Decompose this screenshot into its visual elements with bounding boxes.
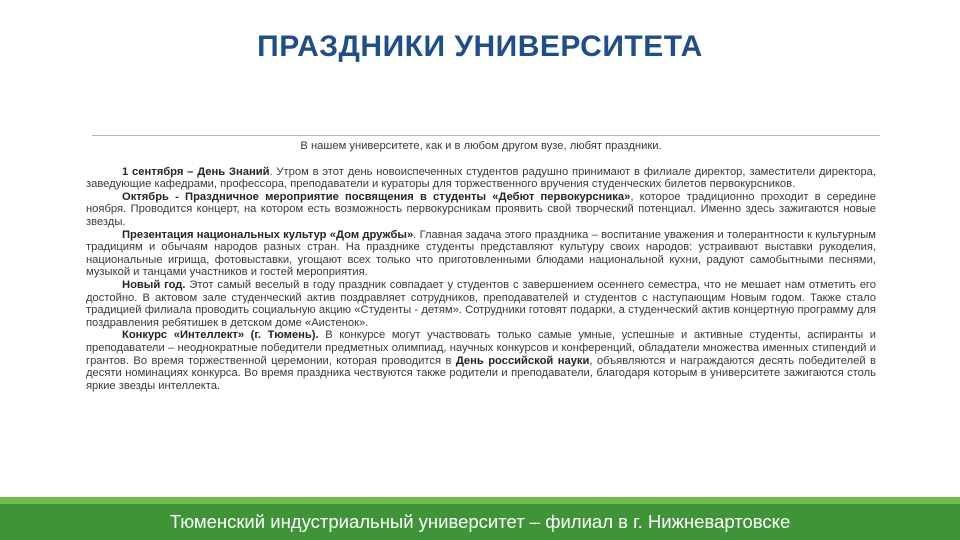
paragraph-text: В конкурсе могут участвовать только самые умные, успешные и активные студенты, аспиранты и преподаватели – неоднократные победители предметных олимпиад, научных конкурсов и конференций, обладатели множества именных стипендий и грантов. Во время торжественной церемонии, которая проводится в xyxy=(86,329,876,367)
slide-body xyxy=(86,140,876,392)
paragraph-heading: Новый год. xyxy=(122,278,186,291)
paragraph-heading: Конкурс «Интеллект» (г. Тюмень). xyxy=(122,329,319,342)
paragraph-text: Этот самый веселый в году праздник совпадает у студентов с завершением осеннего семестра, что не мешает нам отметить его достойно. В актовом зале студенческий актив поздравляет сотрудников, преподавателей и студентов с наступающим Новым годом. Также стало традицией филиала проводить социальную акцию «Студенты - детям». Сотрудники готовят подарки, а студенческий актив концертную программу для поздравления ребятишек в детском доме «Аистенок». xyxy=(86,278,876,329)
footer-stripe xyxy=(0,497,960,504)
paragraph-culture xyxy=(86,229,876,279)
footer-text: Тюменский индустриальный университет – филиал в г. Нижневартовске xyxy=(169,511,791,532)
footer-bar xyxy=(0,497,960,540)
paragraph-text: . Утром в этот день новоиспеченных студентов радушно принимают в филиале директор, заместители директора, заведующие кафедрами, профессора, преподаватели и кураторы для торжественного вручения студенческих билетов первокурсников. xyxy=(86,165,876,191)
inline-bold-text: День российской науки xyxy=(455,354,590,367)
paragraph-text: , объявляются и награждаются десять победителей в десяти номинациях конкурса. Во время праздника чествуются также родители и преподаватели, благодаря которым в университете зажигаются столь яркие звезды интеллекта. xyxy=(86,354,876,392)
intro-text: В нашем университете, как и в любом другом вузе, любят праздники. xyxy=(300,140,662,152)
paragraph-heading: Октябрь - Праздничное мероприятие посвящения в студенты «Дебют первокурсника» xyxy=(122,190,631,203)
paragraph-text: , которое традиционно проходит в середине ноября. Проводится концерт, на котором есть возможность первокурсникам проявить свой творческий потенциал. Именно здесь зажигаются новые звезды. xyxy=(86,190,876,228)
paragraph-october xyxy=(86,191,876,229)
paragraph-text: . Главная задача этого праздника – воспитание уважения и толерантности к культурным традициям и обычаям народов разных стран. На празднике студенты представляют культуру своих народов: устраивают выставки рукоделия, национальные игрища, фотовыставки, угощают всех только что приготовленными блюдами национальной кухни, радуют самобытными песнями, музыкой и танцами участников и гостей мероприятия. xyxy=(86,228,876,279)
slide-title: ПРАЗДНИКИ УНИВЕРСИТЕТА xyxy=(257,30,703,63)
paragraph-heading: 1 сентября – День Знаний xyxy=(122,165,270,178)
divider-line xyxy=(92,135,880,136)
paragraph-intellect xyxy=(86,329,876,392)
paragraph-heading: Презентация национальных культур «Дом дружбы» xyxy=(122,228,414,241)
paragraph-september xyxy=(86,166,876,191)
paragraph-new-year xyxy=(86,279,876,329)
